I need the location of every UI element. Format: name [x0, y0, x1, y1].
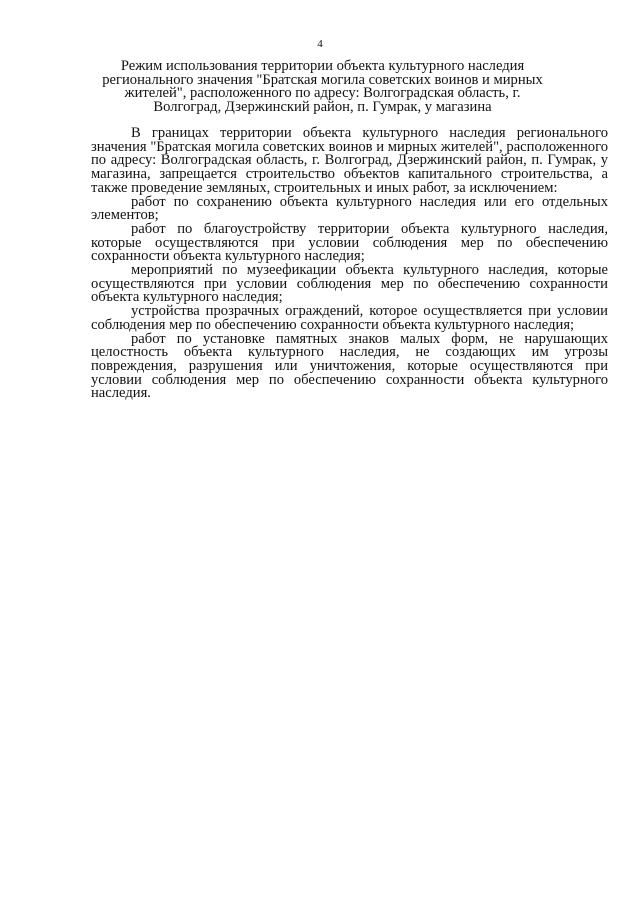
document-title: Режим использования территории объекта культурного наследия регионального значения "Братская могила советских воинов и мирных жителей", расположенного по адресу: Волгоградская область, г. Волгоград, Дзержинский район, п. Гумрак, у магазина — [102, 58, 543, 115]
paragraph-intro: В границах территории объекта культурного наследия регионального значения "Братская могила советских воинов и мирных жителей", расположенного по адресу: Волгоградская область, г. Волгоград, Дзержинский район, п. Гумрак, у магазина, запрещается строительство объектов капитального строительства, а также проведение земляных, строительных и иных работ, за исключением: — [91, 125, 608, 196]
document-body — [91, 127, 608, 401]
paragraph-exception-memorial-signs: работ по установке памятных знаков малых форм, не нарушающих целостность объекта культурного наследия, не создающих им угрозы повреждения, разрушения или уничтожения, которые осуществляются при условии соблюдения мер по обеспечению сохранности объекта культурного наследия. — [91, 330, 608, 402]
paragraph-exception-landscaping: работ по благоустройству территории объекта культурного наследия, которые осуществляются при условии соблюдения мер по обеспечению сохранности объекта культурного наследия; — [91, 220, 608, 265]
paragraph-exception-preservation: работ по сохранению объекта культурного наследия или его отдельных элементов; — [91, 193, 608, 224]
paragraph-exception-museumification: мероприятий по музеефикации объекта культурного наследия, которые осуществляются при условии соблюдения мер по обеспечению сохранности объекта культурного наследия; — [91, 262, 608, 306]
page-number: 4 — [317, 38, 323, 50]
paragraph-exception-fencing: устройства прозрачных ограждений, которое осуществляется при условии соблюдения мер по обеспечению сохранности объекта культурного наследия; — [91, 303, 608, 333]
